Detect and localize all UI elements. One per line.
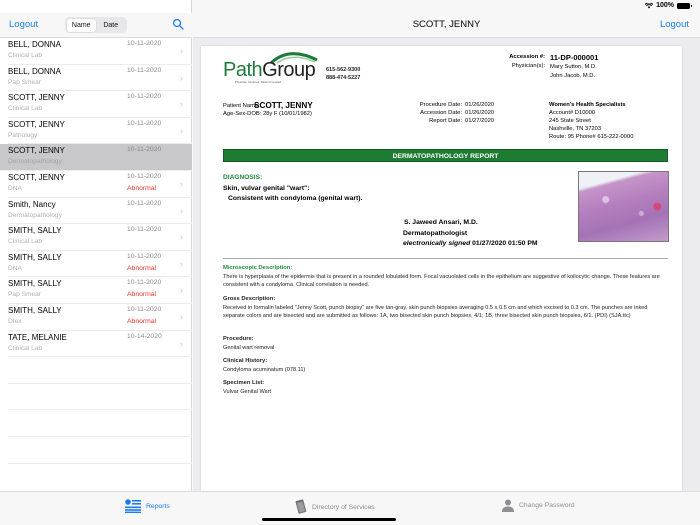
- status-right: [645, 2, 690, 9]
- clinical-history-heading: Clinical History:: [223, 358, 268, 364]
- chevron-right-icon: ›: [180, 285, 183, 296]
- specimen-heading: Specimen List:: [223, 380, 265, 386]
- report-type: DNA: [8, 264, 22, 272]
- search-icon[interactable]: [172, 18, 184, 30]
- microscopic-heading: Microscopic Description:: [223, 265, 293, 271]
- list-item-selected[interactable]: [0, 144, 192, 171]
- report-date: 10-11-2020: [127, 172, 162, 180]
- abnormal-flag: Abnormal: [127, 317, 157, 325]
- report-list: [0, 38, 192, 464]
- date-values: 01/26/2020 01/26/2020 01/27/2020: [465, 102, 495, 124]
- empty-row: [8, 384, 192, 411]
- patient-name-label: Patient Name:: [223, 103, 260, 109]
- left-nav-bar: [0, 13, 192, 38]
- clinic-info: Women's Health Specialists Account# D10000 245 State Street Nashville, TN 37203 Route: 95 Phone# 615-222-0000: [549, 102, 634, 140]
- report-date: 10-11-2020: [127, 252, 162, 260]
- abnormal-flag: Abnormal: [127, 184, 157, 192]
- tab-change-password[interactable]: Change Password: [502, 499, 575, 512]
- patient-name: SMITH, SALLY: [8, 226, 62, 236]
- patient-name: SCOTT, JENNY: [8, 93, 65, 103]
- microscopic-text: There is hyperplasia of the epidermis that is present in a rounded lobulated form. Focal vacuolated cells in the epithelium are suggestive of koilocytic change. These features are consistent with a condyloma. Clinical correlation is needed.: [223, 274, 660, 289]
- report-type: Pathology: [8, 131, 38, 139]
- chevron-right-icon: ›: [180, 99, 183, 110]
- report-type: Pap Smear: [8, 78, 41, 86]
- patient-name: Smith, Nancy: [8, 199, 56, 209]
- chevron-right-icon: ›: [180, 258, 183, 269]
- chevron-right-icon: ›: [180, 311, 183, 322]
- list-item[interactable]: [8, 65, 192, 92]
- signature-line: electronically signed 01/27/2020 01:50 PM: [403, 240, 538, 247]
- physicians-label: Physician(s):: [511, 63, 545, 69]
- signer-title: Dermatopathologist: [403, 230, 468, 237]
- report-type: Clinical Lab: [8, 105, 43, 113]
- report-date: 10-11-2020: [127, 199, 162, 207]
- battery-icon: [677, 3, 690, 9]
- report-date: 10-11-2020: [127, 93, 162, 101]
- logo-tagline: Physician Centered. Patient Focused.: [235, 80, 282, 84]
- patient-name: SMITH, SALLY: [8, 305, 62, 315]
- chevron-right-icon: ›: [180, 46, 183, 56]
- patient-name: SCOTT, JENNY: [8, 119, 65, 129]
- chevron-right-icon: ›: [180, 178, 183, 189]
- sort-segmented-control[interactable]: [65, 17, 127, 33]
- diagnosis-site: Skin, vulvar genital "wart":: [223, 185, 310, 192]
- patient-name: SMITH, SALLY: [8, 252, 62, 262]
- report-type: Clinical Lab: [8, 344, 43, 352]
- report-type: DNA: [8, 184, 22, 192]
- report-list-pane: [0, 0, 192, 491]
- logout-button-right[interactable]: Logout: [659, 19, 689, 30]
- report-type: Dermatopathology: [8, 158, 62, 166]
- report-type: Clinical Lab: [8, 238, 43, 246]
- patient-name: SCOTT, JENNY: [8, 172, 65, 182]
- report-date: 10-11-2020: [127, 119, 162, 127]
- detail-nav-bar: [193, 13, 700, 38]
- list-item[interactable]: [8, 38, 192, 65]
- lab-phones: 615-562-9300 888-474-5227: [326, 67, 361, 81]
- report-date: 10-11-2020: [127, 279, 162, 287]
- chevron-right-icon: ›: [180, 72, 183, 83]
- empty-row: [8, 437, 192, 464]
- patient-name: SMITH, SALLY: [8, 279, 62, 289]
- page-title: SCOTT, JENNY: [412, 19, 481, 30]
- tab-directory-of-services[interactable]: Directory of Services: [295, 499, 375, 515]
- patient-name-value: SCOTT, JENNY: [254, 101, 313, 110]
- report-type: Clinical Lab: [8, 52, 43, 59]
- date-labels: Procedure Date: Accession Date: Report Date:: [419, 102, 462, 124]
- chevron-right-icon: ›: [180, 152, 183, 163]
- accession-label: Accession #:: [509, 54, 545, 60]
- report-type: Dermatopathology: [8, 211, 62, 219]
- book-icon: [295, 499, 307, 515]
- chevron-right-icon: ›: [180, 338, 183, 349]
- specimen-text: Vulvar Genital Wart: [223, 389, 272, 395]
- list-item[interactable]: [8, 171, 192, 198]
- patient-name: BELL, DONNA: [8, 40, 61, 49]
- report-type-banner: DERMATOPATHOLOGY REPORT: [223, 149, 668, 162]
- micrograph-image: [578, 171, 669, 242]
- report-type: Dtex: [8, 317, 22, 325]
- tab-reports[interactable]: Reports: [125, 499, 170, 513]
- tab-bar: [0, 491, 700, 525]
- chevron-right-icon: ›: [180, 125, 183, 136]
- abnormal-flag: Abnormal: [127, 291, 157, 299]
- sort-by-date[interactable]: Date: [103, 21, 119, 29]
- report-date: 10-11-2020: [127, 226, 162, 234]
- reports-icon: [125, 499, 141, 513]
- report-date: 10-11-2020: [127, 40, 162, 47]
- report-type: Pap Smear: [8, 291, 41, 299]
- report-date: 10-14-2020: [127, 332, 162, 340]
- list-item[interactable]: [8, 251, 192, 278]
- person-icon: [502, 499, 514, 512]
- procedure-heading: Procedure:: [223, 336, 254, 342]
- home-indicator[interactable]: [262, 518, 396, 521]
- wifi-icon: [645, 3, 653, 9]
- list-item[interactable]: [8, 198, 192, 225]
- patient-name: BELL, DONNA: [8, 66, 61, 76]
- diagnosis-heading: DIAGNOSIS:: [223, 174, 263, 181]
- accession-number: 11-DP-000001: [550, 53, 599, 62]
- patient-name: TATE, MELANIE: [8, 332, 67, 342]
- battery-percent: 100%: [656, 2, 674, 9]
- list-item[interactable]: [8, 277, 192, 304]
- age-sex-dob: Age-Sex-DOB: 28y F (10/01/1982): [223, 111, 312, 117]
- report-document: [201, 46, 682, 491]
- gross-text: Received in formalin labeled "Jenny Scott, punch biopsy" are five tan-gray, skin punch biopsies averaging 0.5 x 0.5 cm and which excised to 0.3 cm. The punches are inked separate colors and are bisected and are submitted as follows: 1A, two bisected skin punch biopsies, 4/1; 1B, three bisected skin punch biopsies, 6/1. (PDI) (SJA.ttc): [223, 305, 648, 320]
- list-item[interactable]: [8, 118, 192, 145]
- clinical-history-text: Condyloma acuminatum (078.11): [223, 367, 306, 373]
- list-item[interactable]: [8, 91, 192, 118]
- list-item[interactable]: [8, 224, 192, 251]
- report-viewer[interactable]: [193, 38, 700, 491]
- empty-row: [8, 357, 192, 384]
- divider: [223, 258, 668, 259]
- abnormal-flag: Abnormal: [127, 264, 157, 272]
- physicians-list: Mary Sutton, M.D. John Jacob, M.D.: [550, 64, 597, 79]
- procedure-text: Genital wart removal: [223, 345, 275, 351]
- report-date: 10-11-2020: [127, 305, 162, 313]
- pathgroup-logo: PathGroup Physician Centered. Patient Focused.: [223, 50, 323, 86]
- list-item[interactable]: [8, 304, 192, 331]
- diagnosis-result: Consistent with condyloma (genital wart).: [228, 195, 363, 202]
- empty-row: [8, 410, 192, 437]
- chevron-right-icon: ›: [180, 205, 183, 216]
- report-date: 10-11-2020: [127, 146, 162, 154]
- sort-by-name[interactable]: Name: [67, 19, 97, 32]
- report-date: 10-11-2020: [127, 66, 162, 74]
- list-item[interactable]: [8, 331, 192, 358]
- signer-name: S. Jaweed Ansari, M.D.: [404, 219, 478, 226]
- gross-heading: Gross Description:: [223, 296, 276, 302]
- logout-button-left[interactable]: Logout: [9, 19, 39, 30]
- patient-name: SCOTT, JENNY: [8, 146, 65, 156]
- chevron-right-icon: ›: [180, 232, 183, 243]
